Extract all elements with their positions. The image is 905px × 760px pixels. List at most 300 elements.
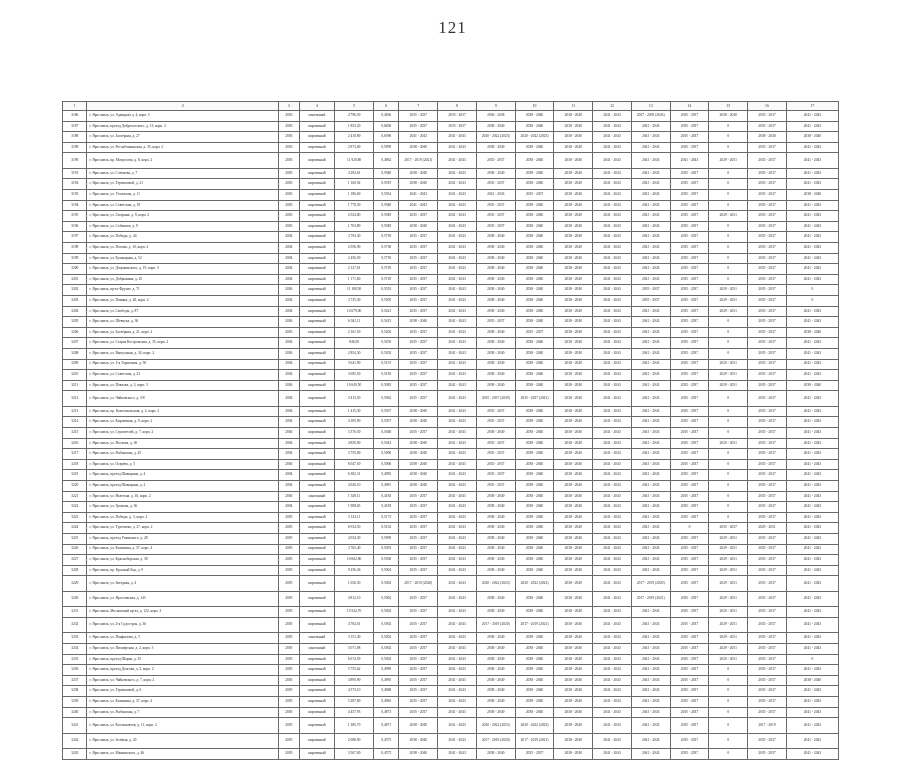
table-cell-c13: 2041 - 2043 [631, 243, 670, 254]
table-cell-c17: 2041 - 2043 [786, 428, 838, 439]
table-cell-addr: г. Ярославль, ул. Огарёва, д. 5 [87, 459, 279, 470]
table-cell-c17: 2041 - 2043 [786, 749, 838, 760]
table-cell-type: кирпичный [299, 428, 335, 439]
table-cell-id: 3211 [63, 380, 87, 391]
table-cell-c10: 2035 - 2037 [515, 327, 554, 338]
table-cell-c12: 2041 - 2043 [593, 153, 632, 169]
table-cell-c13: 2017 - 2019 (2020) [631, 576, 670, 592]
table-cell-area: 4 850,00 [335, 438, 374, 449]
column-number-cell: 11 [554, 102, 593, 111]
table-cell-c10: 2038 - 2040 [515, 317, 554, 328]
table-cell-id: 3233 [63, 633, 87, 644]
table-cell-c12: 2041 - 2043 [593, 327, 632, 338]
table-cell-c9: 2038 - 2040 [476, 232, 515, 243]
table-cell-c12: 2041 - 2043 [593, 633, 632, 644]
table-cell-c11: 2038 - 2040 [554, 733, 593, 749]
table-cell-area: 2 410,80 [335, 132, 374, 143]
table-cell-c7: 2038 - 2040 [399, 406, 438, 417]
table-cell-c15: 2029 - 2031 [709, 153, 748, 169]
table-cell-c15: 0 [709, 190, 748, 201]
table-cell-c8: 2041 - 2043 [438, 142, 477, 153]
table-cell-year: 2004 [279, 391, 299, 407]
table-cell-c16: 2035 - 2037 [748, 111, 787, 122]
table-cell-c11: 2038 - 2040 [554, 348, 593, 359]
table-cell-addr: г. Ярославль, ул. Зелёная, д. 20 [87, 733, 279, 749]
column-number-cell: 1 [63, 102, 87, 111]
table-cell-c8: 2041 - 2043 [438, 221, 477, 232]
table-cell-c7: 2035 - 2037 [399, 665, 438, 676]
table-cell-c10: 2035 - 2037 [515, 190, 554, 201]
table-cell-type: панельный [299, 111, 335, 122]
table-cell-c11: 2038 - 2040 [554, 491, 593, 502]
table-cell-c9: 2038 - 2040 [476, 675, 515, 686]
table-cell-area: 6 934,50 [335, 523, 374, 534]
table-cell-c13: 2041 - 2043 [631, 633, 670, 644]
table-cell-rate: 0,5053 [373, 544, 398, 555]
table-cell-c12: 2041 - 2043 [593, 391, 632, 407]
table-cell-c11: 2038 - 2040 [554, 697, 593, 708]
table-cell-c17: 2038 - 2040 [786, 327, 838, 338]
table-cell-c16: 2035 - 2037 [748, 555, 787, 566]
table-cell-c8: 2041 - 2043 [438, 697, 477, 708]
table-cell-rate: 0,5002 [373, 607, 398, 618]
table-cell-c8: 2041 - 2043 [438, 370, 477, 381]
table-cell-c12: 2041 - 2043 [593, 232, 632, 243]
table-cell-c9: 2038 - 2040 [476, 749, 515, 760]
table-row [63, 470, 839, 481]
table-cell-addr: г. Ярославль, ул. Павлова, д. 3, корп. 3 [87, 380, 279, 391]
table-cell-c16: 2035 - 2037 [748, 327, 787, 338]
table-cell-c15: 2029 - 2031 [709, 359, 748, 370]
table-row [63, 633, 839, 644]
table-cell-c10: 2038 - 2040 [515, 306, 554, 317]
table-cell-c12: 2041 - 2043 [593, 665, 632, 676]
table-cell-c15: 2029 - 2031 [709, 544, 748, 555]
table-cell-c9: 2038 - 2040 [476, 306, 515, 317]
table-cell-c8: 2041 - 2043 [438, 253, 477, 264]
table-cell-c7: 2035 - 2037 [399, 617, 438, 633]
table-cell-c16: 2035 - 2037 [748, 285, 787, 296]
table-cell-rate: 0,5102 [373, 523, 398, 534]
table-row [63, 502, 839, 513]
table-cell-type: кирпичный [299, 211, 335, 222]
table-cell-c13: 2041 - 2043 [631, 686, 670, 697]
table-cell-c13: 2041 - 2043 [631, 121, 670, 132]
table-cell-c9: 2020 - 2022 (2023) [476, 718, 515, 734]
table-cell-addr: г. Ярославль, ул. Кирпичная, д. 9, корп. 2 [87, 417, 279, 428]
table-cell-addr: г. Ярославль, проезд Доброхотского, д. 13, корп. 3 [87, 121, 279, 132]
table-cell-c17: 2041 - 2043 [786, 555, 838, 566]
table-cell-type: кирпичный [299, 459, 335, 470]
column-number-cell: 7 [399, 102, 438, 111]
table-cell-c15: 0 [709, 338, 748, 349]
table-cell-c16: 2035 - 2037 [748, 348, 787, 359]
table-row [63, 317, 839, 328]
table-cell-rate: 0,6596 [373, 132, 398, 143]
table-cell-rate: 0,6656 [373, 121, 398, 132]
table-cell-c13: 2041 - 2043 [631, 406, 670, 417]
table-cell-c13: 2041 - 2043 [631, 370, 670, 381]
table-cell-id: 3220 [63, 481, 87, 492]
table-cell-c16: 2035 - 2037 [748, 617, 787, 633]
table-cell-c7: 2017 - 2019 (2021) [399, 153, 438, 169]
table-row [63, 221, 839, 232]
table-row [63, 380, 839, 391]
table-cell-c7: 2035 - 2037 [399, 380, 438, 391]
table-cell-c7: 2035 - 2037 [399, 591, 438, 607]
table-cell-c14: 2035 - 2037 [670, 438, 709, 449]
table-cell-type: кирпичный [299, 168, 335, 179]
table-cell-c11: 2038 - 2040 [554, 317, 593, 328]
table-cell-c11: 2038 - 2040 [554, 179, 593, 190]
table-cell-c14: 2035 - 2037 [670, 221, 709, 232]
table-cell-type: кирпичный [299, 697, 335, 708]
table-cell-c14: 2035 - 2037 [670, 232, 709, 243]
table-cell-addr: г. Ярославль, ул. 1-я Тормозная, д. 50 [87, 359, 279, 370]
table-cell-id: 3237 [63, 675, 87, 686]
table-cell-c9: 2038 - 2040 [476, 491, 515, 502]
table-cell-c7: 2035 - 2037 [399, 654, 438, 665]
table-row [63, 327, 839, 338]
table-cell-c8: 2041 - 2043 [438, 391, 477, 407]
table-cell-c8: 2041 - 2043 [438, 438, 477, 449]
table-cell-c8: 2041 - 2043 [438, 533, 477, 544]
table-cell-c15: 0 [709, 718, 748, 734]
table-cell-c17: 2041 - 2043 [786, 243, 838, 254]
table-cell-c17: 2038 - 2040 [786, 190, 838, 201]
table-cell-c7: 2035 - 2037 [399, 121, 438, 132]
table-cell-c10: 2038 - 2040 [515, 544, 554, 555]
table-cell-c9: 2038 - 2040 [476, 168, 515, 179]
table-cell-c11: 2038 - 2040 [554, 221, 593, 232]
table-cell-addr: г. Ярославль, ул. 2-я Судостроя, д. 36 [87, 617, 279, 633]
table-cell-c13: 2041 - 2043 [631, 697, 670, 708]
table-cell-c13: 2041 - 2043 [631, 253, 670, 264]
table-cell-id: 3187 [63, 121, 87, 132]
column-number-cell: 3 [279, 102, 299, 111]
table-cell-c15: 2029 - 2031 [709, 607, 748, 618]
table-cell-c10: 2038 - 2040 [515, 654, 554, 665]
table-cell-type: кирпичный [299, 274, 335, 285]
table-cell-c11: 2038 - 2040 [554, 438, 593, 449]
table-cell-c14: 2035 - 2037 [670, 417, 709, 428]
table-cell-c7: 2035 - 2037 [399, 565, 438, 576]
table-cell-c16: 2035 - 2037 [748, 644, 787, 655]
table-cell-c9: 2038 - 2040 [476, 523, 515, 534]
table-cell-c13: 2041 - 2043 [631, 607, 670, 618]
table-cell-area: 2 056,90 [335, 243, 374, 254]
table-cell-c16: 2035 - 2037 [748, 317, 787, 328]
table-row [63, 370, 839, 381]
table-row [63, 391, 839, 407]
table-row [63, 168, 839, 179]
table-cell-c8: 2041 - 2043 [438, 565, 477, 576]
table-cell-c11: 2038 - 2040 [554, 718, 593, 734]
table-cell-c11: 2038 - 2040 [554, 211, 593, 222]
table-cell-addr: г. Ярославль, ул. Добрынина, д. 25 [87, 274, 279, 285]
table-cell-id: 3193 [63, 190, 87, 201]
table-cell-c12: 2041 - 2043 [593, 348, 632, 359]
table-cell-c14: 2035 - 2037 [670, 491, 709, 502]
table-cell-type: кирпичный [299, 221, 335, 232]
table-cell-c10: 2038 - 2040 [515, 675, 554, 686]
table-cell-rate: 0,5203 [373, 338, 398, 349]
table-cell-c14: 2035 - 2037 [670, 697, 709, 708]
table-cell-type: кирпичный [299, 179, 335, 190]
table-cell-c17: 2041 - 2043 [786, 449, 838, 460]
table-cell-c16: 2035 - 2037 [748, 544, 787, 555]
table-cell-c15: 0 [709, 253, 748, 264]
table-cell-c7: 2035 - 2037 [399, 348, 438, 359]
table-cell-year: 2005 [279, 675, 299, 686]
table-cell-c13: 2041 - 2043 [631, 544, 670, 555]
table-cell-c9: 2020 - 2022 (2023) [476, 576, 515, 592]
table-cell-c7: 2038 - 2040 [399, 470, 438, 481]
table-cell-type: кирпичный [299, 142, 335, 153]
table-cell-c9: 2036 - 2038 [476, 111, 515, 122]
table-cell-c10: 2038 - 2040 [515, 523, 554, 534]
table-cell-c13: 2041 - 2043 [631, 654, 670, 665]
table-cell-id: 3190 [63, 153, 87, 169]
table-cell-c14: 2035 - 2037 [670, 211, 709, 222]
table-row [63, 296, 839, 307]
table-cell-c17: 2041 - 2043 [786, 470, 838, 481]
table-cell-rate: 0,4965 [373, 697, 398, 708]
table-cell-rate: 0,5038 [373, 555, 398, 566]
table-cell-c17: 2041 - 2043 [786, 274, 838, 285]
table-row [63, 132, 839, 143]
table-cell-c12: 2041 - 2043 [593, 718, 632, 734]
table-cell-c15: 0 [709, 686, 748, 697]
table-cell-c11: 2038 - 2040 [554, 607, 593, 618]
table-cell-c13: 2041 - 2043 [631, 665, 670, 676]
table-cell-c16: 2035 - 2037 [748, 459, 787, 470]
table-cell-c8: 2041 - 2043 [438, 449, 477, 460]
table-cell-c10: 2038 - 2040 [515, 438, 554, 449]
table-cell-c14: 2035 - 2037 [670, 733, 709, 749]
table-cell-c7: 2035 - 2037 [399, 285, 438, 296]
table-cell-id: 3235 [63, 654, 87, 665]
table-cell-c13: 2041 - 2043 [631, 523, 670, 534]
table-cell-type: кирпичный [299, 285, 335, 296]
table-cell-area: 6 382,31 [335, 470, 374, 481]
table-cell-addr: г. Ярославль, ул. Слепнева, д. 7 [87, 168, 279, 179]
table-cell-c10: 2038 - 2040 [515, 296, 554, 307]
table-cell-year: 2004 [279, 481, 299, 492]
table-cell-c13: 2041 - 2043 [631, 449, 670, 460]
table-cell-year: 2004 [279, 232, 299, 243]
table-cell-c15: 0 [709, 459, 748, 470]
table-cell-c17: 2041 - 2043 [786, 359, 838, 370]
table-cell-c17: 2041 - 2043 [786, 111, 838, 122]
table-cell-c15: 2029 - 2031 [709, 555, 748, 566]
table-cell-type: кирпичный [299, 406, 335, 417]
table-cell-c12: 2041 - 2043 [593, 142, 632, 153]
table-cell-c17: 0 [786, 296, 838, 307]
table-cell-addr: г. Ярославль, ул. Панина, д. 28, корп. 2 [87, 296, 279, 307]
table-row [63, 121, 839, 132]
table-cell-c8: 2041 - 2043 [438, 306, 477, 317]
table-cell-c10: 2038 - 2040 [515, 200, 554, 211]
table-cell-c9: 2038 - 2040 [476, 348, 515, 359]
table-cell-addr: г. Ярославль, ул. Космонавтов, д. 11, корп. 2 [87, 718, 279, 734]
table-cell-c8: 2041 - 2043 [438, 459, 477, 470]
table-cell-id: 3227 [63, 555, 87, 566]
table-cell-c16: 2035 - 2037 [748, 576, 787, 592]
table-cell-c15: 0 [709, 512, 748, 523]
table-cell-c16: 2035 - 2037 [748, 406, 787, 417]
table-cell-c15: 0 [709, 470, 748, 481]
table-cell-c11: 2038 - 2040 [554, 370, 593, 381]
table-cell-c15: 2029 - 2031 [709, 438, 748, 449]
table-cell-rate: 0,5002 [373, 633, 398, 644]
table-cell-c12: 2041 - 2043 [593, 380, 632, 391]
table-cell-c16: 2035 - 2037 [748, 380, 787, 391]
table-cell-year: 2004 [279, 380, 299, 391]
table-cell-c14: 2035 - 2037 [670, 654, 709, 665]
table-cell-c7: 2038 - 2040 [399, 317, 438, 328]
table-row [63, 449, 839, 460]
table-cell-area: 1 770,30 [335, 200, 374, 211]
table-cell-c12: 2041 - 2043 [593, 707, 632, 718]
table-cell-c15: 2029 - 2031 [709, 370, 748, 381]
table-cell-c15: 2029 - 2031 [709, 633, 748, 644]
table-cell-c16: 2035 - 2037 [748, 633, 787, 644]
table-cell-year: 2003 [279, 153, 299, 169]
table-cell-c15: 0 [709, 168, 748, 179]
table-cell-year: 2003 [279, 211, 299, 222]
table-cell-year: 2004 [279, 317, 299, 328]
table-cell-type: кирпичный [299, 317, 335, 328]
table-cell-rate: 0,5948 [373, 168, 398, 179]
table-cell-c8: 2041 - 2043 [438, 168, 477, 179]
table-cell-area: 1 160,92 [335, 179, 374, 190]
table-cell-c10: 2038 - 2040 [515, 607, 554, 618]
table-cell-c8: 2041 - 2043 [438, 491, 477, 502]
table-cell-c14: 2035 - 2037 [670, 168, 709, 179]
table-cell-type: кирпичный [299, 243, 335, 254]
table-cell-year: 2005 [279, 555, 299, 566]
table-cell-c15: 0 [709, 449, 748, 460]
table-row [63, 348, 839, 359]
column-number-cell: 13 [631, 102, 670, 111]
table-cell-c9: 2035 - 2037 [476, 449, 515, 460]
table-cell-c16: 2035 - 2037 [748, 221, 787, 232]
table-cell-year: 2005 [279, 707, 299, 718]
table-cell-c7: 2038 - 2040 [399, 438, 438, 449]
table-cell-c16: 2035 - 2037 [748, 654, 787, 665]
table-cell-c9: 2038 - 2040 [476, 544, 515, 555]
table-cell-c9: 2038 - 2040 [476, 327, 515, 338]
table-cell-type: панельный [299, 491, 335, 502]
table-cell-c16: 2035 - 2037 [748, 697, 787, 708]
table-cell-year: 2005 [279, 544, 299, 555]
table-cell-c16: 2035 - 2037 [748, 675, 787, 686]
table-cell-c15: 0 [709, 264, 748, 275]
table-cell-id: 3209 [63, 359, 87, 370]
table-cell-rate: 0,5202 [373, 327, 398, 338]
table-cell-c13: 2041 - 2043 [631, 380, 670, 391]
table-cell-c14: 2035 - 2037 [670, 285, 709, 296]
table-cell-c17: 2041 - 2043 [786, 481, 838, 492]
table-cell-c10: 2038 - 2040 [515, 380, 554, 391]
table-cell-year: 2003 [279, 221, 299, 232]
table-cell-id: 3226 [63, 544, 87, 555]
table-cell-c14: 2035 - 2037 [670, 565, 709, 576]
column-number-cell: 2 [87, 102, 279, 111]
table-cell-type: кирпичный [299, 470, 335, 481]
table-cell-c15: 0 [709, 428, 748, 439]
table-cell-c9: 2038 - 2040 [476, 707, 515, 718]
table-cell-type: кирпичный [299, 555, 335, 566]
table-cell-rate: 0,4575 [373, 733, 398, 749]
table-cell-c10: 2038 - 2040 [515, 221, 554, 232]
table-cell-c10: 2038 - 2040 [515, 428, 554, 439]
table-cell-rate: 0,5048 [373, 428, 398, 439]
table-cell-c16: 2035 - 2037 [748, 168, 787, 179]
table-cell-id: 3218 [63, 459, 87, 470]
table-cell-c13: 2041 - 2043 [631, 512, 670, 523]
table-cell-c10: 2017 - 2019 (2021) [515, 733, 554, 749]
table-cell-c7: 2035 - 2037 [399, 264, 438, 275]
table-cell-area: 2 088,90 [335, 733, 374, 749]
table-cell-c7: 2035 - 2037 [399, 253, 438, 264]
table-row [63, 264, 839, 275]
table-cell-addr: г. Ярославль, ул. Выпускная, д. 34, корп. 2 [87, 348, 279, 359]
table-cell-c7: 2035 - 2037 [399, 675, 438, 686]
table-cell-id: 3239 [63, 697, 87, 708]
table-cell-rate: 0,5183 [373, 370, 398, 381]
table-cell-c9: 2038 - 2040 [476, 285, 515, 296]
table-cell-c10: 2035 - 2037 (2041) [515, 391, 554, 407]
table-cell-c10: 2038 - 2040 [515, 168, 554, 179]
table-cell-c13: 2041 - 2043 [631, 338, 670, 349]
table-cell-c13: 2041 - 2043 [631, 153, 670, 169]
table-cell-c11: 2038 - 2040 [554, 111, 593, 122]
table-cell-c9: 2035 - 2037 [476, 153, 515, 169]
table-cell-c17: 2041 - 2043 [786, 391, 838, 407]
table-cell-c14: 2035 - 2037 [670, 512, 709, 523]
table-cell-c12: 2041 - 2043 [593, 370, 632, 381]
table-cell-c9: 2038 - 2040 [476, 555, 515, 566]
table-cell-c14: 2035 - 2037 [670, 370, 709, 381]
table-cell-c8: 2041 - 2043 [438, 338, 477, 349]
table-cell-area: 14 679,00 [335, 306, 374, 317]
table-cell-c15: 0 [709, 232, 748, 243]
table-cell-c14: 2035 - 2037 [670, 317, 709, 328]
table-cell-c10: 2038 - 2040 [515, 665, 554, 676]
table-cell-c17: 2041 - 2043 [786, 438, 838, 449]
table-cell-c9: 2038 - 2040 [476, 565, 515, 576]
table-cell-c14: 2035 - 2037 [670, 665, 709, 676]
table-cell-c17: 2041 - 2043 [786, 417, 838, 428]
table-cell-c7: 2038 - 2040 [399, 749, 438, 760]
table-cell-c17: 2041 - 2043 [786, 142, 838, 153]
table-cell-c7: 2035 - 2037 [399, 359, 438, 370]
table-cell-c17: 2041 - 2043 [786, 502, 838, 513]
table-cell-id: 3241 [63, 718, 87, 734]
table-cell-c7: 2038 - 2040 [399, 221, 438, 232]
table-cell-addr: г. Ярославль, ул. Заозёрная, д. 27 [87, 132, 279, 143]
table-cell-rate: 0,5037 [373, 417, 398, 428]
table-cell-c7: 2035 - 2037 [399, 327, 438, 338]
column-number-cell: 16 [748, 102, 787, 111]
table-cell-year: 2003 [279, 327, 299, 338]
table-cell-c11: 2038 - 2040 [554, 274, 593, 285]
table-cell-c16: 2017 - 2019 [748, 718, 787, 734]
table-row [63, 644, 839, 655]
table-cell-c9: 2038 - 2040 [476, 633, 515, 644]
